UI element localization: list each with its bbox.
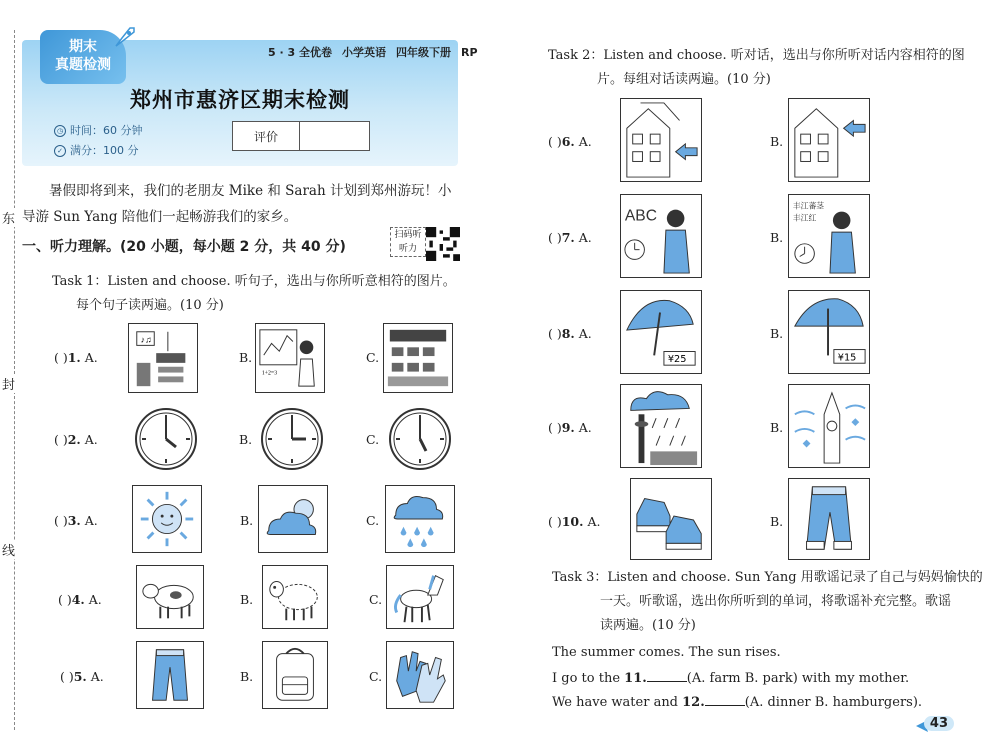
task1-instruction-line2: 每个句子读两遍。(10 分) [76,298,224,313]
question-6-label: ( )6. A. [548,134,592,149]
task3-instruction-line3: 读两遍。(10 分) [600,618,696,633]
option-3b-label: B. [240,513,254,528]
option-4b-label: B. [240,592,254,607]
option-8b-umbrella[interactable] [788,290,870,374]
evaluation-label: 评价 [233,122,300,150]
question-7-label: ( )7. A. [548,230,592,245]
section-title: 一、听力理解。(20 小题，每小题 2 分，共 40 分) [22,239,346,255]
badge-line1: 期末 [69,39,97,55]
option-6a-building-arrow[interactable] [620,98,702,182]
option-6b-building-arrow[interactable] [788,98,870,182]
option-3a-sunny[interactable] [132,485,202,553]
option-4c-label: C. [369,592,383,607]
badge-line2: 真题检测 [55,57,111,73]
option-9b-label: B. [770,420,784,435]
task3-instruction-line1: Task 3：Listen and choose. Sun Yang 用歌谣记录了自己与妈妈愉快的 [552,570,983,585]
task2-instruction-line2: 片。每组对话读两遍。(10 分) [597,72,771,87]
option-5c-label: C. [369,669,383,684]
clock-icon: ◷ [54,125,66,137]
rocket-icon [112,24,138,50]
task3-instruction-line2: 一天。听歌谣，选出你所听到的单词，将歌谣补充完整。歌谣 [600,594,952,609]
option-3c-label: C. [366,513,380,528]
left-page [0,0,490,755]
option-1c-computer-room[interactable] [383,323,453,393]
option-7a-teacher-english[interactable] [620,194,702,278]
option-4b-sheep[interactable] [262,565,328,629]
option-1c-label: C. [366,350,380,365]
question-8-label: ( )8. A. [548,326,592,341]
page-number: 43 [924,716,954,731]
option-10b-label: B. [770,514,784,529]
svg-text:1+2=3: 1+2=3 [261,370,278,377]
option-2a-clock-four[interactable] [134,407,198,471]
task1-instruction-line1: Task 1：Listen and choose. 听句子，选出与你所听意相符的图片。 [52,274,456,289]
board-text-b2: 丰江红 [792,213,817,223]
task2-instruction-line1: Task 2：Listen and choose. 听对话，选出与你所听对话内容相符的图 [548,48,965,63]
option-3c-rainy[interactable] [385,485,455,553]
answer-blank-12[interactable] [705,693,745,706]
option-8a-umbrella[interactable] [620,290,702,374]
gutter-char-2: 封 [2,374,15,393]
qr-label: 扫码听听力 [390,227,426,257]
svg-text:♪♫: ♪♫ [140,334,152,345]
qr-block[interactable] [390,227,462,263]
gutter-char-3: 线 [2,540,15,559]
option-9b-windy-tower[interactable] [788,384,870,468]
question-1-label: ( )1. A. [54,350,98,365]
option-5b-label: B. [240,669,254,684]
option-3b-cloudy[interactable] [258,485,328,553]
evaluation-field[interactable] [300,122,369,150]
option-5b-schoolbag[interactable] [262,641,328,709]
intro-paragraph: 暑假即将到来，我们的老朋友 Mike 和 Sarah 计划到郑州游玩！小导游 Sun Yang 陪他们一起畅游我们的家乡。 [22,183,452,225]
question-4-label: ( )4. A. [58,592,102,607]
option-4c-horse[interactable] [386,565,454,629]
exam-time: ◷ 时间：60 分钟 [54,122,143,138]
option-2c-label: C. [366,432,380,447]
option-9a-rainy-tower[interactable] [620,384,702,468]
option-1b-label: B. [239,350,253,365]
gutter-char-1: 东 [2,208,15,227]
option-7b-teacher-chinese[interactable] [788,194,870,278]
lyric-line-2: I go to the 11. (A. farm B. park) with my mother. [552,671,910,686]
evaluation-box [232,121,370,151]
exam-score: ✓ 满分：100 分 [54,142,139,158]
option-4a-cow[interactable] [136,565,204,629]
option-8b-label: B. [770,326,784,341]
option-10a-shoes[interactable] [630,478,712,560]
option-1b-teacher-math[interactable] [255,323,325,393]
option-7b-label: B. [770,230,784,245]
question-3-label: ( )3. A. [54,513,98,528]
option-2b-clock-three[interactable] [260,407,324,471]
option-10b-pants[interactable] [788,478,870,560]
check-icon: ✓ [54,145,66,157]
board-text-b1: 丰江蕃茎 [792,201,825,211]
option-5c-gloves[interactable] [386,641,454,709]
price-tag-b: ¥15 [837,352,857,364]
option-1a-music-room[interactable] [128,323,198,393]
option-5a-pants[interactable] [136,641,204,709]
option-6b-label: B. [770,134,784,149]
price-tag-a: ¥25 [667,354,687,366]
board-text-a: ABC [624,207,657,225]
question-9-label: ( )9. A. [548,420,592,435]
question-2-label: ( )2. A. [54,432,98,447]
answer-blank-11[interactable] [647,669,687,682]
question-10-label: ( )10. A. [548,514,601,529]
option-2c-clock-five[interactable] [388,407,452,471]
lyric-line-3: We have water and 12. (A. dinner B. hamburgers). [552,695,923,710]
question-5-label: ( )5. A. [60,669,104,684]
qr-code-icon[interactable] [426,227,460,261]
option-2b-label: B. [239,432,253,447]
book-series: 5 · 3 全优卷 小学英语 四年级下册 RP [268,46,478,59]
lyric-line-1: The summer comes. The sun rises. [552,645,781,660]
exam-title: 郑州市惠济区期末检测 [130,88,350,112]
